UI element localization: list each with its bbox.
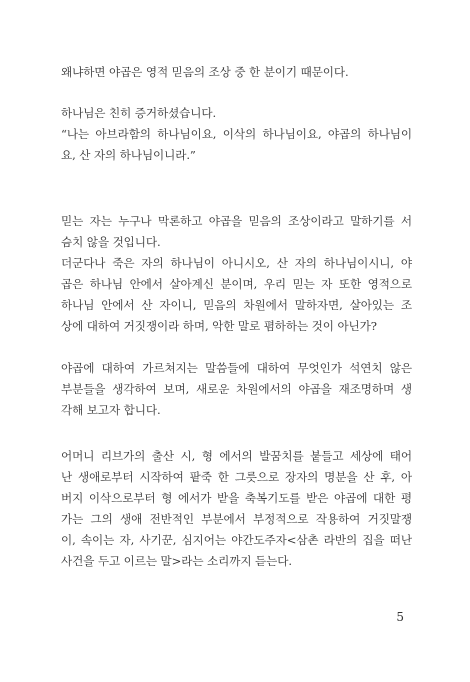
text-line: 더군다나 죽은 자의 하나님이 아니시오, 산 자의 하나님이시니, 야 — [61, 256, 412, 270]
text-line: 부분들을 생각하여 보며, 새로운 차원에서의 야곱을 재조명하며 생 — [61, 382, 412, 396]
text-line: 어머니 리브가의 출산 시, 형 에서의 발꿈치를 붙들고 세상에 태어 — [61, 449, 412, 463]
text-line: 하나님 안에서 산 자이니, 믿음의 차원에서 말하자면, 살아있는 조 — [61, 298, 412, 312]
text-line: 믿는 자는 누구나 막론하고 야곱을 믿음의 조상이라고 말하기를 서 — [61, 214, 412, 228]
text-line: 상에 대하여 거짓쟁이라 하며, 악한 말로 폄하하는 것이 아닌가? — [61, 319, 377, 333]
text-line: 버지 이삭으로부터 형 에서가 받을 축복기도를 받은 야곱에 대한 평 — [61, 491, 412, 505]
text-line: 야곱에 대하여 가르쳐지는 말씀들에 대하여 무엇인가 석연치 않은 — [61, 361, 412, 375]
text-line: 하나님은 친히 증거하셨습니다. — [61, 106, 217, 120]
text-line: 왜냐하면 야곱은 영적 믿음의 조상 중 한 분이기 때문이다. — [61, 65, 349, 79]
text-line: “나는 아브라함의 하나님이요, 이삭의 하나님이요, 야곱의 하나님이 — [61, 127, 412, 141]
text-line: 슴치 않을 것입니다. — [61, 235, 161, 249]
text-line: 이, 속이는 자, 사기꾼, 심지어는 야간도주자<삼촌 라반의 집을 떠난 — [61, 533, 412, 547]
text-line: 난 생애로부터 시작하여 팥죽 한 그릇으로 장자의 명분을 산 후, 아 — [61, 470, 412, 484]
text-line: 사건을 두고 이르는 말>라는 소리까지 듣는다. — [61, 554, 292, 568]
text-line: 곱은 하나님 안에서 살아계신 분이며, 우리 믿는 자 또한 영적으로 — [61, 277, 412, 291]
text-line: 요, 산 자의 하나님이니라.” — [61, 148, 196, 162]
text-line: 각해 보고자 합니다. — [61, 403, 161, 417]
page-number: 5 — [396, 610, 404, 624]
text-line: 가는 그의 생애 전반적인 부분에서 부정적으로 작용하여 거짓말쟁 — [61, 512, 412, 526]
